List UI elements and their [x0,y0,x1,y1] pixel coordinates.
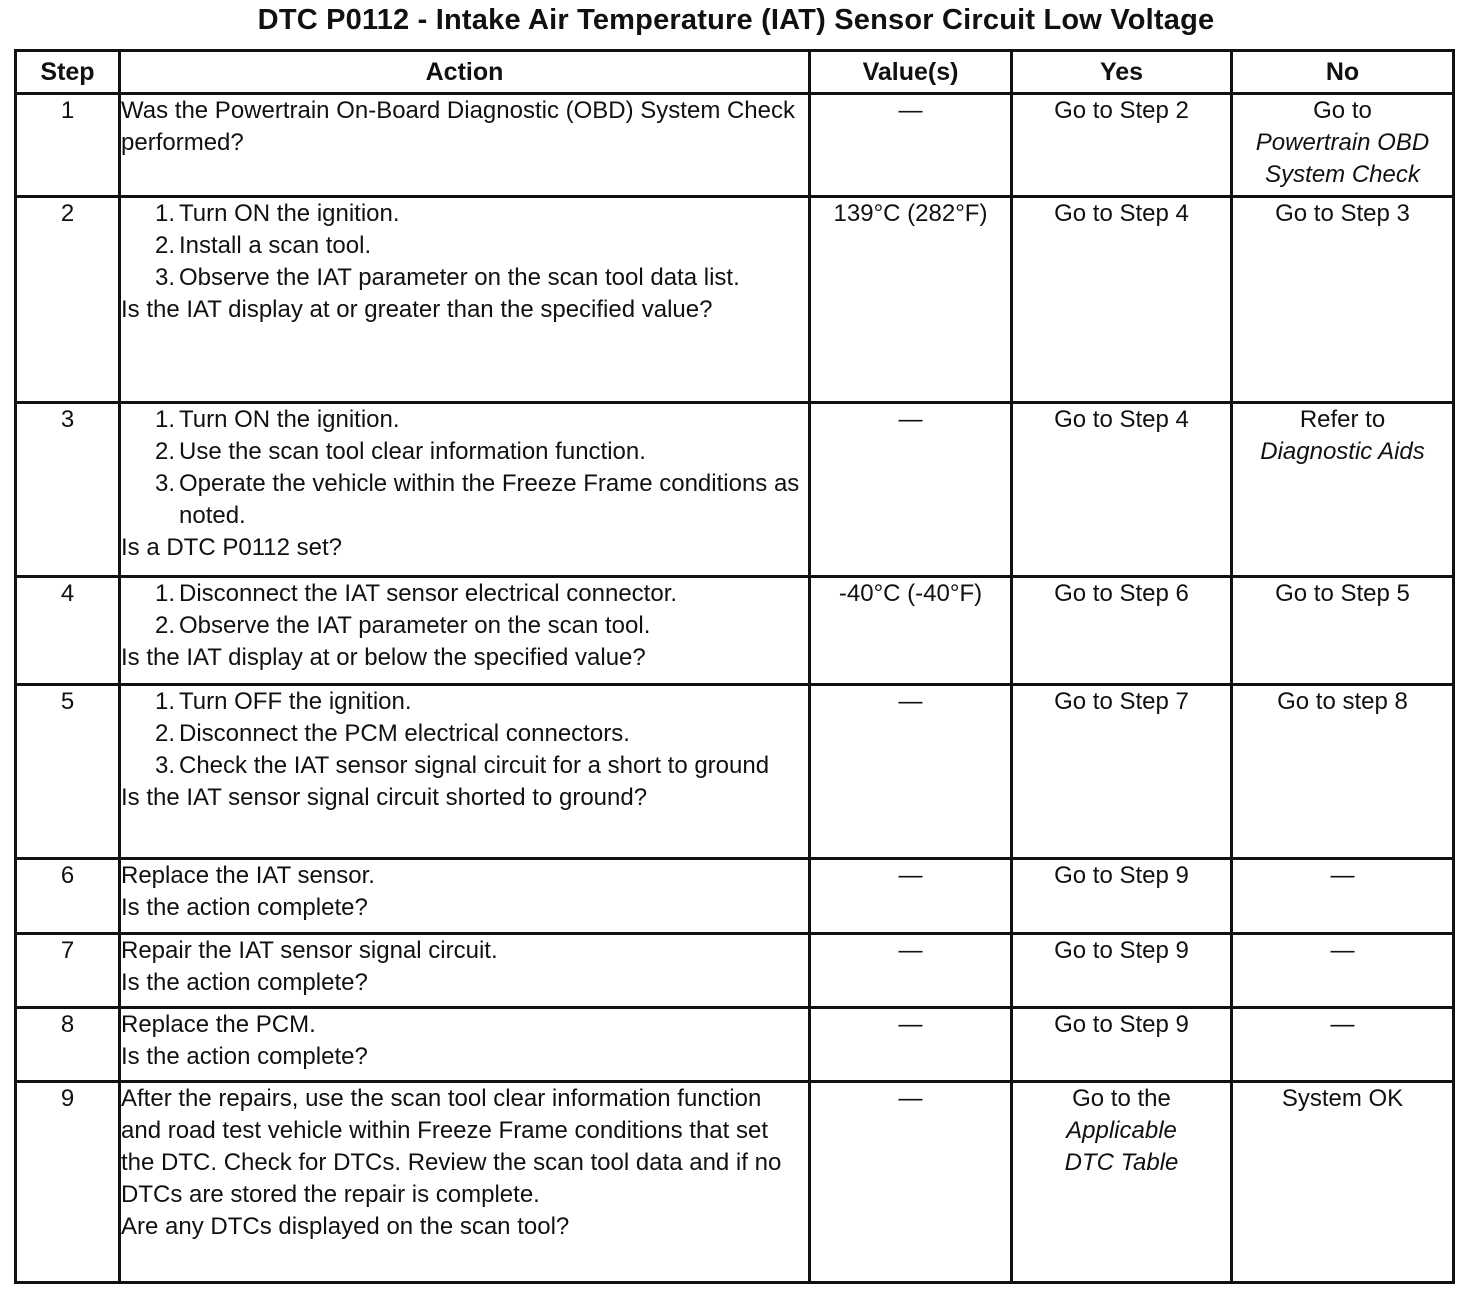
no-reference: Diagnostic Aids [1260,438,1425,465]
yes-cell: Go to Step 4 [1012,403,1232,577]
action-cell [120,934,810,1008]
list-item: 2. Install a scan tool. [154,232,372,259]
action-steps [121,578,808,642]
table-row-step-8 [16,1008,1454,1082]
list-item: 1. Turn OFF the ignition. [154,688,412,715]
action-question: Is the action complete? [121,894,368,921]
action-cell [120,1008,810,1082]
no-cell: — [1232,859,1454,934]
action-question: Are any DTCs displayed on the scan tool? [121,1213,570,1240]
table-row-step-2 [16,197,1454,403]
step-number: 3 [16,403,120,577]
table-row-step-7 [16,934,1454,1008]
table-row-step-6 [16,859,1454,934]
step-number: 9 [16,1082,120,1283]
table-row-step-1 [16,94,1454,197]
step-number: 8 [16,1008,120,1082]
yes-cell: Go to Step 7 [1012,685,1232,859]
action-question: Is the action complete? [121,1043,368,1070]
value-cell: — [810,934,1012,1008]
yes-cell: Go to Step 9 [1012,1008,1232,1082]
no-cell [1232,403,1454,577]
action-cell [120,859,810,934]
action-steps [121,686,808,782]
value-cell: -40°C (-40°F) [810,577,1012,685]
yes-reference: Applicable DTC Table [1064,1117,1179,1176]
action-instruction: After the repairs, use the scan tool clear information function and road test vehicle within Freeze Frame conditions that set the DTC. Check for DTCs. Review the scan tool data and if no DTCs are stored the repair is complete. [121,1085,782,1208]
action-question: Is the action complete? [121,969,368,996]
list-item: 3. Observe the IAT parameter on the scan tool data list. [154,264,740,291]
action-instruction: Repair the IAT sensor signal circuit. [121,937,498,964]
table-row-step-9 [16,1082,1454,1283]
yes-cell: Go to Step 9 [1012,859,1232,934]
list-item: 2. Use the scan tool clear information function. [154,438,646,465]
yes-cell: Go to Step 2 [1012,94,1232,197]
table-row-step-4 [16,577,1454,685]
no-cell: Go to Step 5 [1232,577,1454,685]
value-cell: — [810,403,1012,577]
action-cell [120,577,810,685]
no-cell: — [1232,1008,1454,1082]
action-cell [120,94,810,197]
header-yes: Yes [1012,51,1232,94]
table-row-step-3 [16,403,1454,577]
action-cell [120,403,810,577]
value-cell: — [810,1008,1012,1082]
no-reference: Powertrain OBD System Check [1255,129,1430,188]
page-title: DTC P0112 - Intake Air Temperature (IAT) Sensor Circuit Low Voltage [257,4,1215,36]
header-no: No [1232,51,1454,94]
yes-text: Go to the [1072,1085,1171,1112]
yes-cell: Go to Step 6 [1012,577,1232,685]
no-cell: — [1232,934,1454,1008]
yes-cell [1012,1082,1232,1283]
list-item: 3. Operate the vehicle within the Freeze Frame conditions as noted. [154,470,800,529]
no-cell [1232,94,1454,197]
yes-cell: Go to Step 4 [1012,197,1232,403]
list-item: 1. Turn ON the ignition. [154,200,400,227]
no-cell: Go to Step 3 [1232,197,1454,403]
header-row [16,51,1454,94]
no-text: Refer to [1299,406,1386,433]
action-question: Is the IAT display at or greater than the specified value? [121,296,713,323]
value-cell: — [810,859,1012,934]
action-question: Is the IAT display at or below the specified value? [121,644,646,671]
value-cell: 139°C (282°F) [810,197,1012,403]
header-action: Action [120,51,810,94]
step-number: 7 [16,934,120,1008]
list-item: 2. Disconnect the PCM electrical connectors. [154,720,630,747]
action-steps [121,404,808,532]
action-question: Was the Powertrain On-Board Diagnostic (OBD) System Check performed? [121,97,796,156]
list-item: 1. Disconnect the IAT sensor electrical connector. [154,580,678,607]
list-item: 1. Turn ON the ignition. [154,406,400,433]
no-text: Go to [1313,97,1372,124]
step-number: 6 [16,859,120,934]
action-instruction: Replace the PCM. [121,1011,316,1038]
value-cell: — [810,1082,1012,1283]
no-cell: Go to step 8 [1232,685,1454,859]
action-question: Is a DTC P0112 set? [121,534,342,561]
list-item: 3. Check the IAT sensor signal circuit for a short to ground [154,752,770,779]
step-number: 5 [16,685,120,859]
table-row-step-5 [16,685,1454,859]
step-number: 2 [16,197,120,403]
list-item: 2. Observe the IAT parameter on the scan tool. [154,612,651,639]
action-instruction: Replace the IAT sensor. [121,862,375,889]
step-number: 4 [16,577,120,685]
action-cell [120,1082,810,1283]
action-cell [120,197,810,403]
step-number: 1 [16,94,120,197]
value-cell: — [810,94,1012,197]
header-step: Step [16,51,120,94]
header-values: Value(s) [810,51,1012,94]
action-steps [121,198,808,294]
action-question: Is the IAT sensor signal circuit shorted to ground? [121,784,648,811]
yes-cell: Go to Step 9 [1012,934,1232,1008]
diagnostic-table [14,49,1455,1284]
action-cell [120,685,810,859]
no-cell: System OK [1232,1082,1454,1283]
value-cell: — [810,685,1012,859]
